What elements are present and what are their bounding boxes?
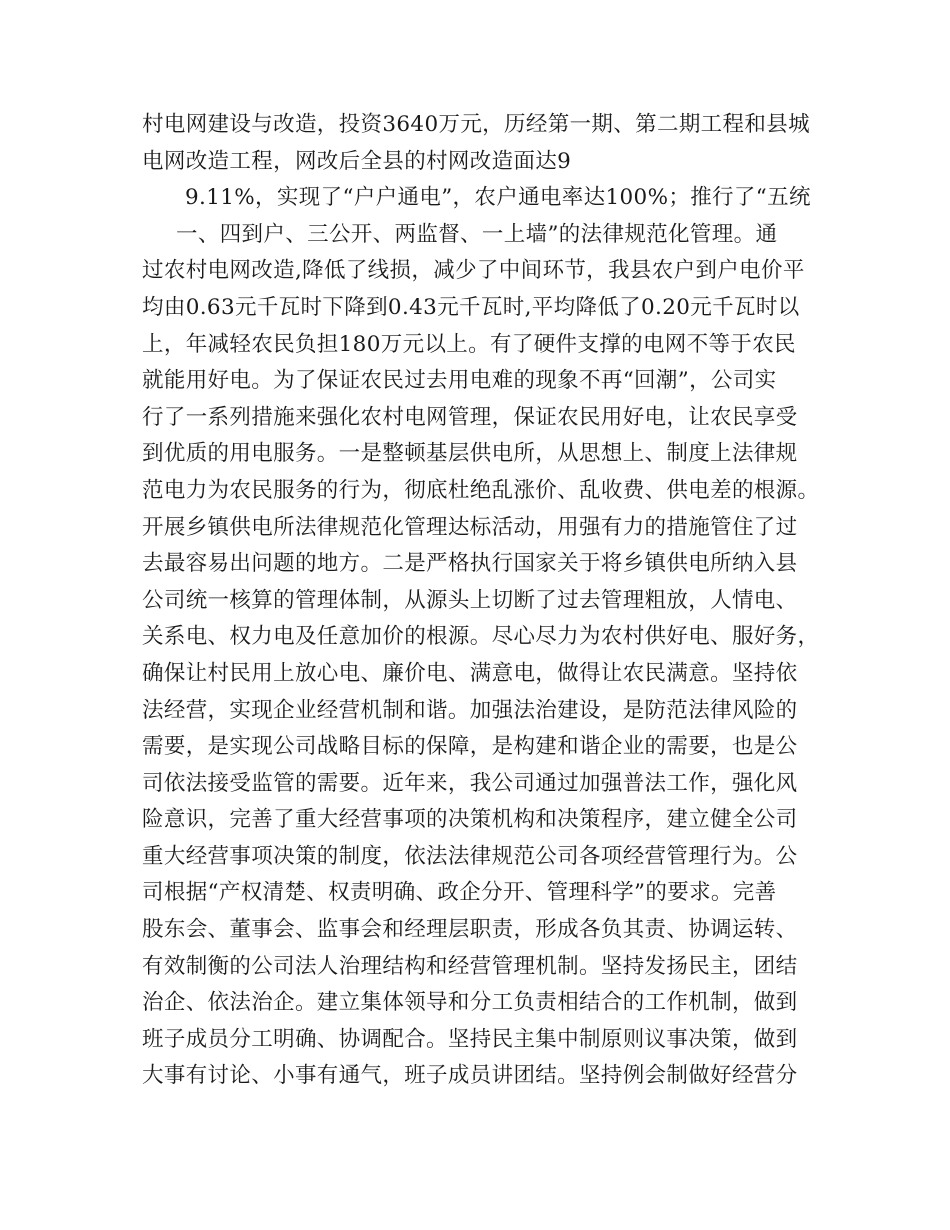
text-line: 重大经营事项决策的制度，依法法律规范公司各项经营管理行为。公 (142, 843, 798, 869)
text-line: 需要，是实现公司战略目标的保障，是构建和谐企业的需要，也是公 (142, 734, 798, 760)
text-line: 范电力为农民服务的行为，彻底杜绝乱涨价、乱收费、供电差的根源。 (142, 477, 820, 503)
text-line: 班子成员分工明确、协调配合。坚持民主集中制原则议事决策，做到 (142, 1026, 798, 1052)
text-line: 过农村电网改造,降低了线损，减少了中间环节，我县农户到户电价平 (142, 258, 805, 284)
text-line: 股东会、董事会、监事会和经理层职责，形成各负其责、协调运转、 (142, 917, 798, 943)
text-line: 去最容易出问题的地方。二是严格执行国家关于将乡镇供电所纳入县 (142, 551, 798, 577)
text-line: 治企、依法治企。建立集体领导和分工负责相结合的工作机制，做到 (142, 990, 798, 1016)
text-line: 司根据“产权清楚、权责明确、政企分开、管理科学”的要求。完善 (142, 880, 777, 906)
text-line: 法经营，实现企业经营机制和谐。加强法治建设，是防范法律风险的 (142, 697, 798, 723)
text-line: 上，年减轻农民负担180万元以上。有了硬件支撑的电网不等于农民 (142, 331, 796, 357)
text-line: 9.11%，实现了“户户通电”，农户通电率达100%；推行了“五统 (185, 185, 811, 211)
body-text (142, 107, 822, 1095)
text-line: 开展乡镇供电所法律规范化管理达标活动，用强有力的措施管住了过 (142, 514, 798, 540)
text-line: 村电网建设与改造，投资3640万元，历经第一期、第二期工程和县城 (142, 112, 810, 137)
text-line: 险意识，完善了重大经营事项的决策机构和决策程序，建立健全公司 (142, 807, 798, 833)
text-line: 一、四到户、三公开、两监督、一上墙”的法律规范化管理。通 (176, 221, 778, 247)
text-line: 司依法接受监管的需要。近年来，我公司通过加强普法工作，强化风 (142, 770, 798, 796)
text-line: 公司统一核算的管理体制，从源头上切断了过去管理粗放，人情电、 (142, 587, 798, 613)
text-line: 确保让村民用上放心电、廉价电、满意电，做得让农民满意。坚持依 (142, 660, 798, 686)
text-line: 均由0.63元千瓦时下降到0.43元千瓦时,平均降低了0.20元千瓦时以 (142, 294, 800, 320)
text-line: 到优质的用电服务。一是整顿基层供电所，从思想上、制度上法律规 (142, 441, 798, 467)
text-line: 大事有讨论、小事有通气，班子成员讲团结。坚持例会制做好经营分 (142, 1063, 798, 1089)
text-line: 有效制衡的公司法人治理结构和经营管理机制。坚持发扬民主，团结 (142, 953, 798, 979)
text-line: 行了一系列措施来强化农村电网管理，保证农民用好电，让农民享受 (142, 404, 798, 430)
text-line: 就能用好电。为了保证农民过去用电难的现象不再“回潮”，公司实 (142, 368, 777, 394)
text-line: 关系电、权力电及任意加价的根源。尽心尽力为农村供好电、服好务， (142, 624, 820, 650)
text-line: 电网改造工程，网改后全县的村网改造面达9 (142, 148, 572, 174)
